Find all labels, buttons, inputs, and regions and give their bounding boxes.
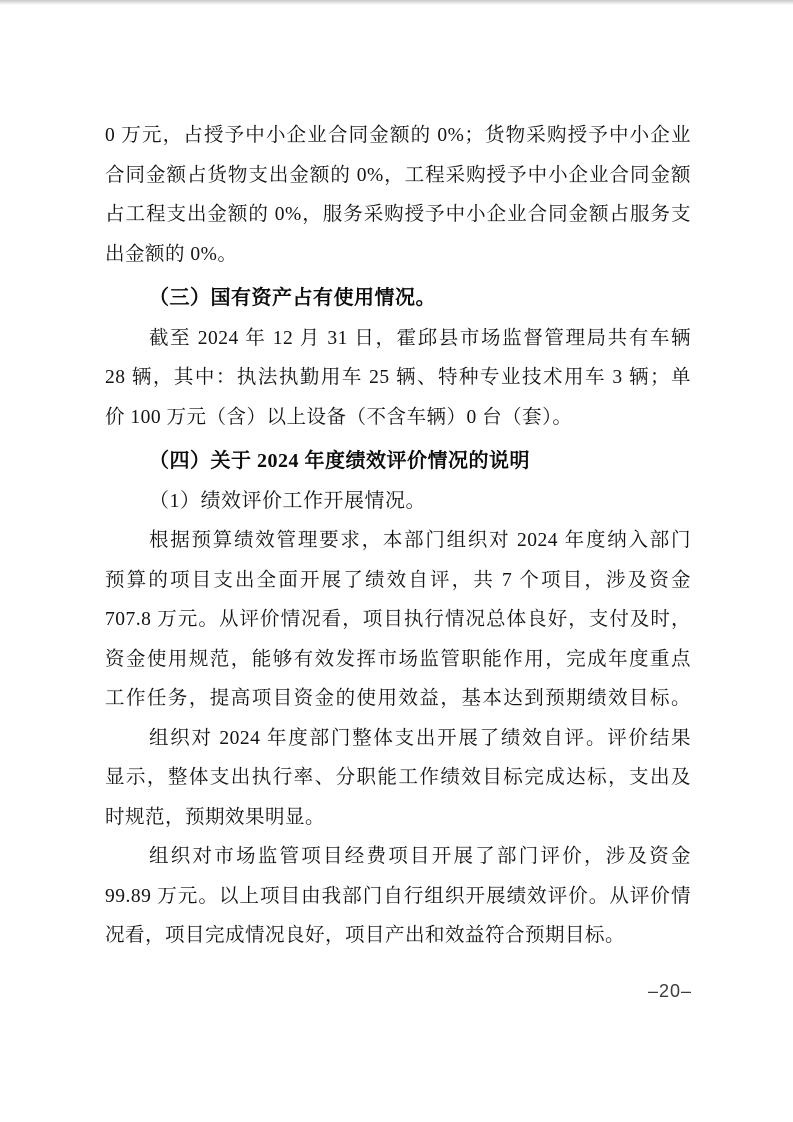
section-heading-performance-evaluation: （四）关于 2024 年度绩效评价情况的说明 <box>149 450 530 472</box>
paragraph <box>105 319 691 438</box>
text-line: 显示，整体支出执行率、分职能工作绩效目标完成达标，支出及 <box>105 767 691 788</box>
paragraph <box>105 116 691 274</box>
paragraph <box>105 521 691 719</box>
text-line: 0 万元，占授予中小企业合同金额的 0%；货物采购授予中小企业 <box>105 125 691 146</box>
page-content <box>105 116 691 956</box>
text-line: 根据预算绩效管理要求，本部门组织对 2024 年度纳入部门 <box>149 530 691 551</box>
page-number: –20– <box>647 981 692 1001</box>
subsection-heading-evaluation-work: （1）绩效评价工作开展情况。 <box>149 489 426 512</box>
text-line: 资金使用规范，能够有效发挥市场监管职能作用，完成年度重点 <box>105 648 691 670</box>
paragraph <box>105 719 691 838</box>
text-line: 占工程支出金额的 0%，服务采购授予中小企业合同金额占服务支 <box>105 204 691 225</box>
text-line: 707.8 万元。从评价情况看，项目执行情况总体良好，支付及时， <box>105 609 691 630</box>
text-line: 28 辆，其中：执法执勤用车 25 辆、特种专业技术用车 3 辆；单 <box>105 367 691 388</box>
paragraph <box>105 837 691 956</box>
text-line: 出金额的 0%。 <box>105 243 238 265</box>
text-line: 截至 2024 年 12 月 31 日，霍邱县市场监督管理局共有车辆 <box>149 327 691 349</box>
text-line: 况看，项目完成情况良好，项目产出和效益符合预期目标。 <box>105 925 626 946</box>
text-line: 价 100 万元（含）以上设备（不含车辆）0 台（套）。 <box>105 406 573 428</box>
text-line: 预算的项目支出全面开展了绩效自评，共 7 个项目，涉及资金 <box>105 569 691 591</box>
text-line: 合同金额占货物支出金额的 0%，工程采购授予中小企业合同金额 <box>105 164 691 186</box>
text-line: 99.89 万元。以上项目由我部门自行组织开展绩效评价。从评价情 <box>105 885 691 907</box>
text-line: 工作任务，提高项目资金的使用效益，基本达到预期绩效目标。 <box>105 688 691 709</box>
scan-edge-shadow <box>0 0 793 5</box>
section-heading-state-assets: （三）国有资产占有使用情况。 <box>149 287 436 309</box>
text-line: 组织对 2024 年度部门整体支出开展了绩效自评。评价结果 <box>149 727 691 749</box>
text-line: 时规范，预期效果明显。 <box>105 806 326 828</box>
text-line: 组织对市场监管项目经费项目开展了部门评价，涉及资金 <box>149 846 691 867</box>
